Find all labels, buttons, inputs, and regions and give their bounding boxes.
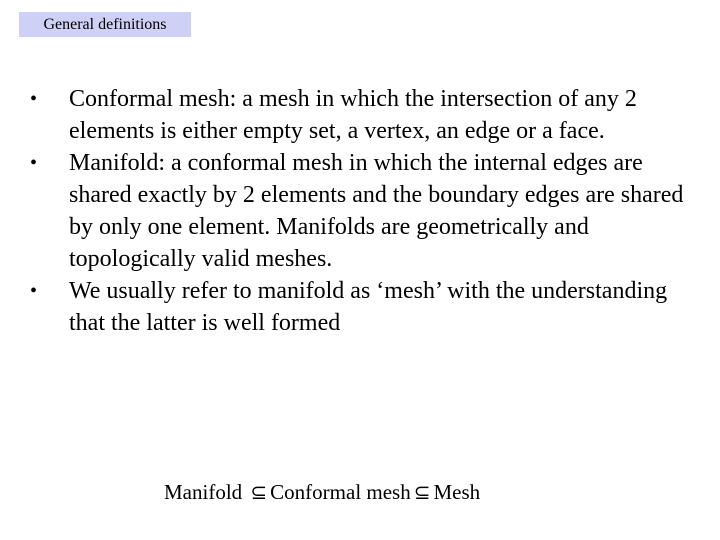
bullet-text: Manifold: a conformal mesh in which the internal edges are shared exactly by 2 elements and the boundary edges are shared by only one element. Manifolds are geometrically and topologically valid meshes. xyxy=(69,150,684,272)
subset-symbol: ⊆ xyxy=(413,480,431,504)
bullet-usage-note xyxy=(0,275,689,339)
bullet-marker: • xyxy=(30,280,38,302)
subset-symbol: ⊆ xyxy=(250,480,268,504)
bullet-marker: • xyxy=(30,152,38,174)
relation-manifold: Manifold xyxy=(164,480,243,504)
relation-mesh: Mesh xyxy=(433,480,481,504)
subset-relation xyxy=(164,477,480,507)
bullet-conformal-mesh xyxy=(0,83,689,147)
section-label: General definitions xyxy=(19,12,191,37)
bullet-text: We usually refer to manifold as ‘mesh’ with the understanding that the latter is well formed xyxy=(69,278,668,336)
definitions-list xyxy=(0,83,720,339)
bullet-manifold xyxy=(0,147,689,275)
bullet-marker: • xyxy=(30,88,38,110)
bullet-text: Conformal mesh: a mesh in which the intersection of any 2 elements is either empty set, a vertex, an edge or a face. xyxy=(69,86,637,144)
relation-conformal-mesh: Conformal mesh xyxy=(270,480,411,504)
